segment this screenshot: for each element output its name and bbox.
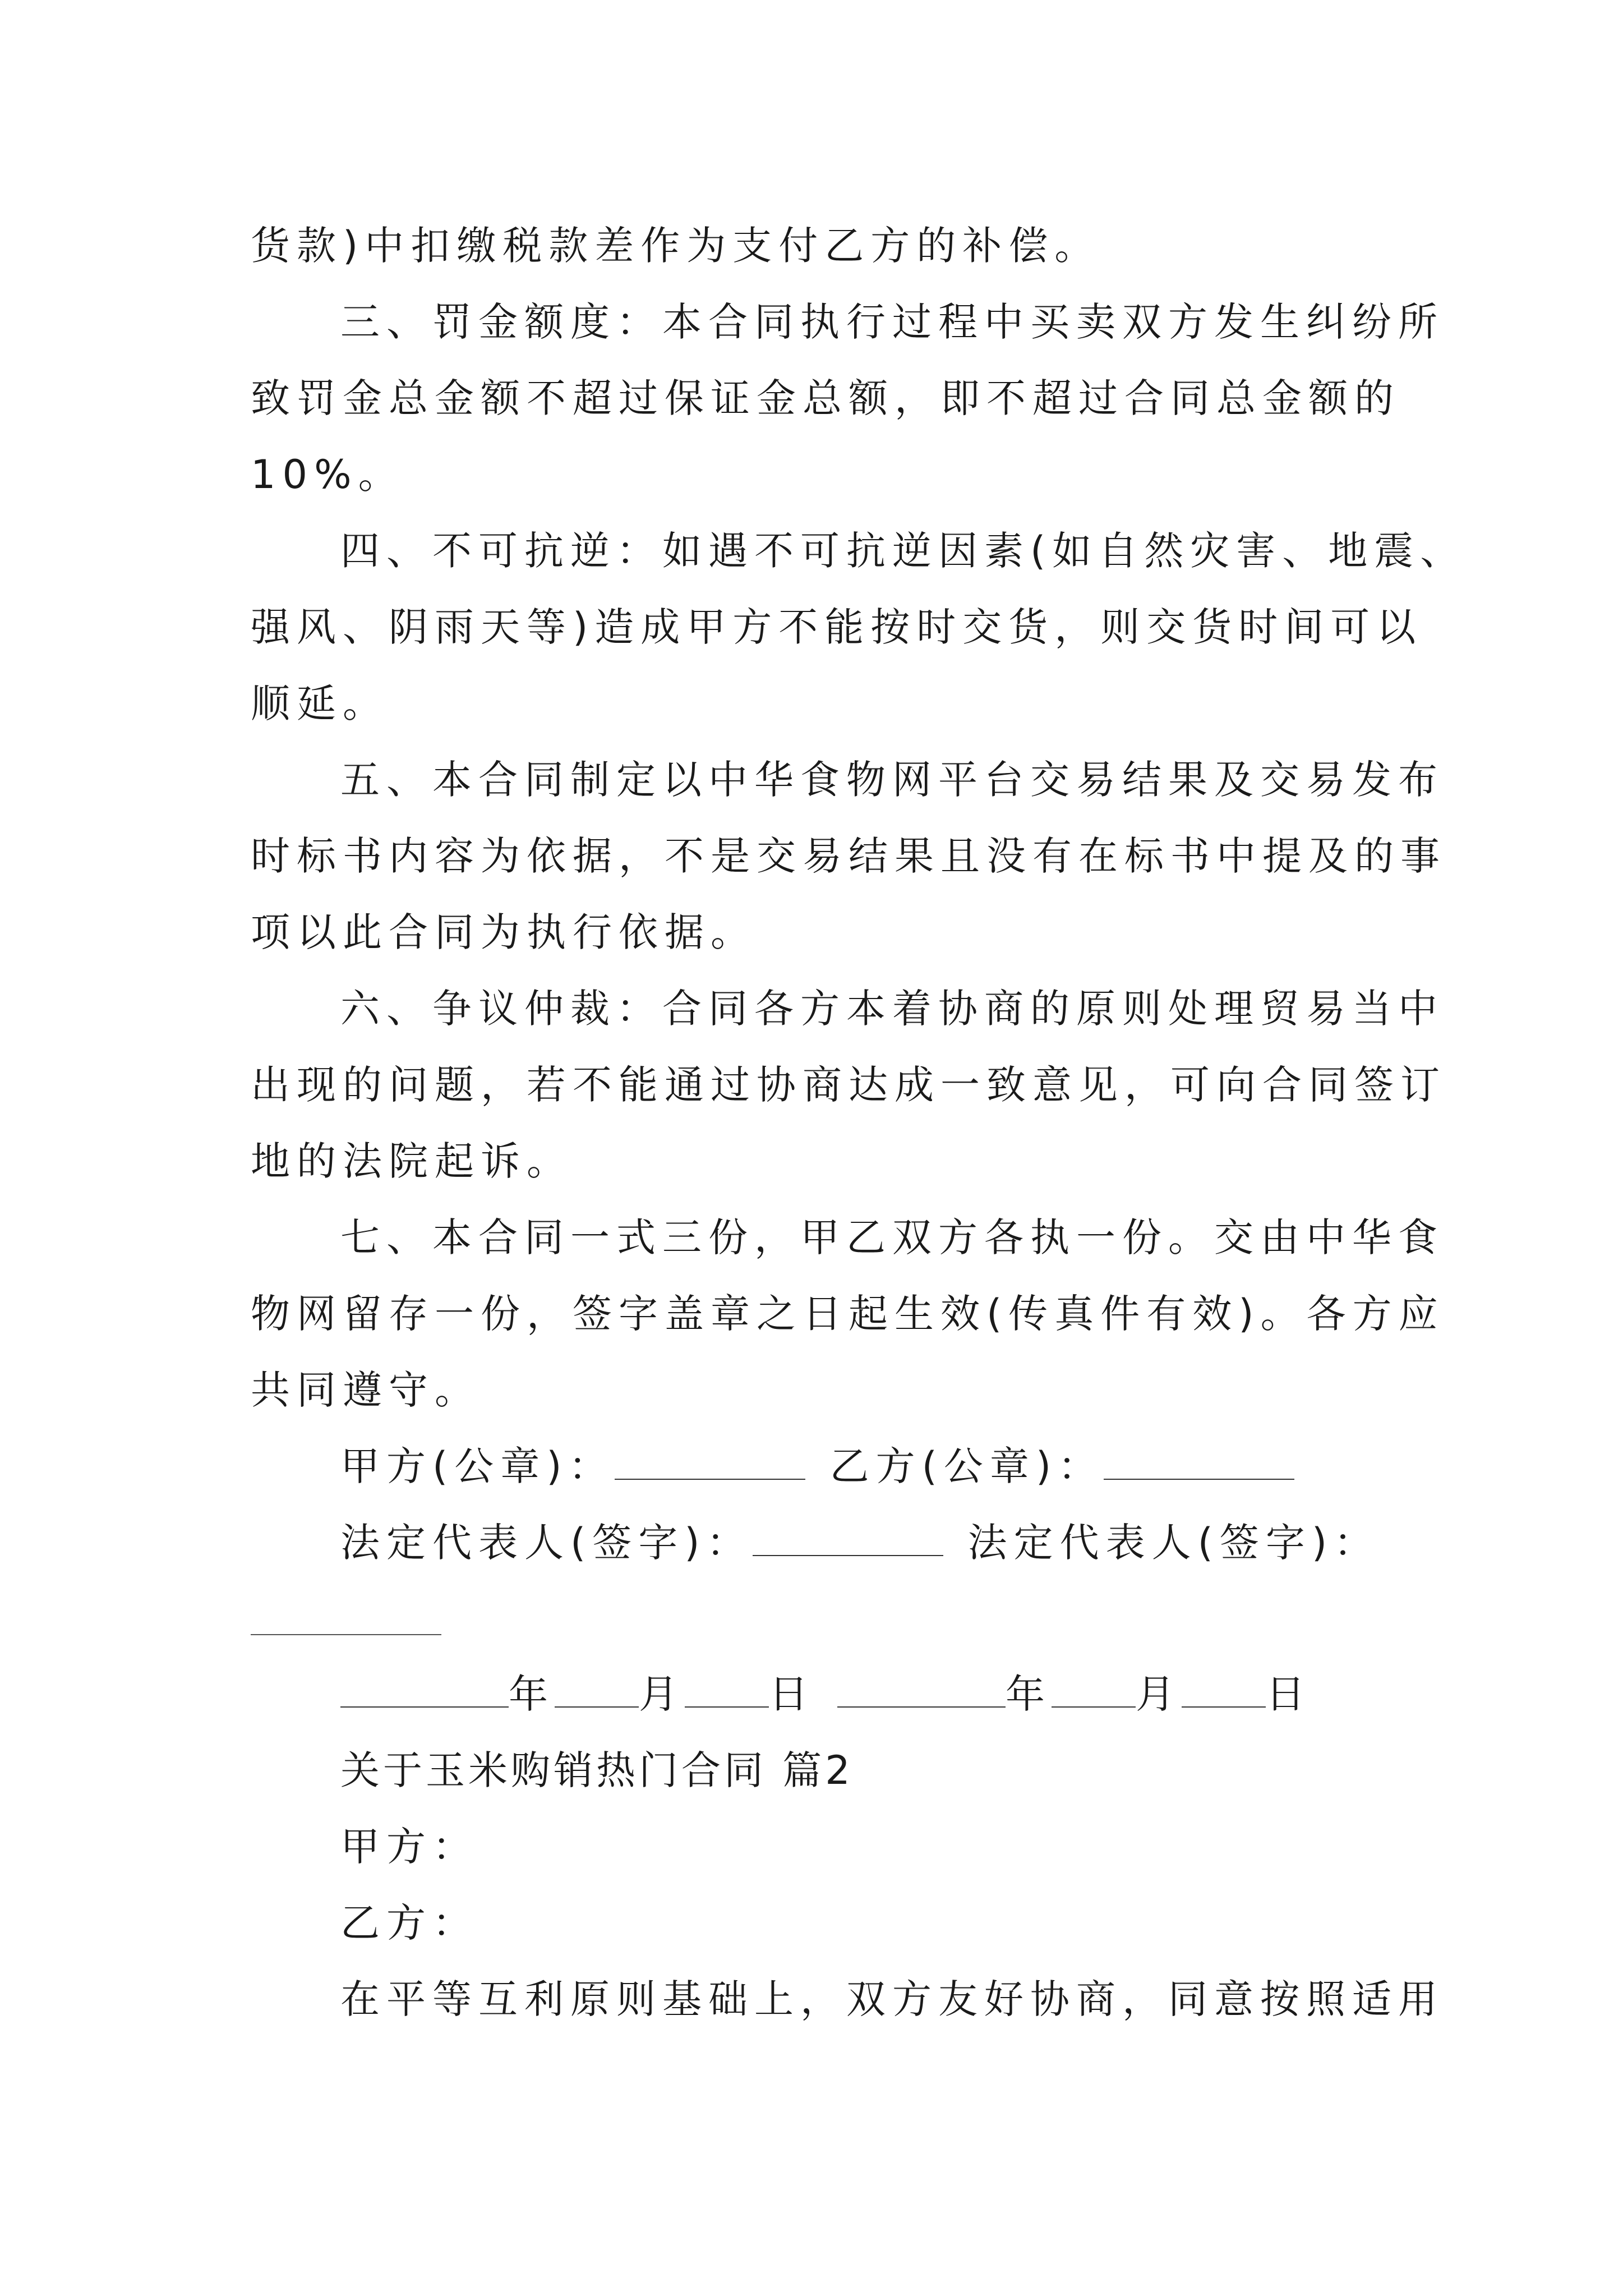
- text-line: 物网留存一份，签字盖章之日起生效(传真件有效)。各方应: [251, 1291, 1445, 1337]
- section-two-intro: 在平等互利原则基础上，双方友好协商，同意按照适用: [340, 1976, 1444, 2022]
- clause-seven-line: 七、本合同一式三份，甲乙双方各执一份。交由中华食: [340, 1214, 1444, 1260]
- party-a-seal-label: 甲方(公章)：: [340, 1443, 615, 1489]
- text-line: 强风、阴雨天等)造成甲方不能按时交货，则交货时间可以: [251, 604, 1423, 650]
- day-b-label: 日: [1266, 1671, 1312, 1717]
- section-two-title: 关于玉米购销热门合同 篇2: [340, 1747, 854, 1793]
- year-b-blank: [837, 1672, 1006, 1708]
- party-a-label: 甲方：: [340, 1824, 478, 1870]
- text-line: 地的法院起诉。: [251, 1138, 573, 1184]
- clause-six-line: 六、争议仲裁：合同各方本着协商的原则处理贸易当中: [340, 986, 1444, 1032]
- representative-row: [340, 1520, 1380, 1565]
- party-b-seal-label: 乙方(公章)：: [829, 1443, 1104, 1489]
- clause-four-line: 四、不可抗逆：如遇不可抗逆因素(如自然灾害、地震、: [340, 528, 1467, 574]
- day-a-blank: [685, 1672, 769, 1708]
- year-b-label: 年: [1006, 1671, 1052, 1717]
- day-a-label: 日: [769, 1671, 815, 1717]
- year-a-label: 年: [509, 1671, 555, 1717]
- text-line: 顺延。: [251, 680, 389, 726]
- clause-five-line: 五、本合同制定以中华食物网平台交易结果及交易发布: [340, 757, 1444, 803]
- text-line: 货款)中扣缴税款差作为支付乙方的补偿。: [251, 223, 1101, 269]
- month-b-blank: [1052, 1672, 1136, 1708]
- month-a-label: 月: [639, 1671, 685, 1717]
- party-a-seal-blank: [615, 1444, 805, 1480]
- rep-a-label: 法定代表人(签字)：: [340, 1520, 753, 1566]
- party-b-label: 乙方：: [340, 1900, 478, 1946]
- party-b-seal-blank: [1104, 1444, 1294, 1480]
- year-a-blank: [340, 1672, 509, 1708]
- text-line: 时标书内容为依据，不是交易结果且没有在标书中提及的事: [251, 833, 1446, 879]
- seal-row: [340, 1444, 1294, 1489]
- rep-b-blank: [251, 1634, 441, 1635]
- rep-b-label: 法定代表人(签字)：: [967, 1520, 1380, 1566]
- day-b-blank: [1182, 1672, 1266, 1708]
- clause-three-line: 三、罚金额度：本合同执行过程中买卖双方发生纠纷所: [340, 299, 1444, 345]
- text-line: 致罚金总金额不超过保证金总额，即不超过合同总金额的: [251, 375, 1400, 421]
- rep-a-blank: [753, 1520, 943, 1556]
- month-a-blank: [555, 1672, 639, 1708]
- month-b-label: 月: [1136, 1671, 1182, 1717]
- text-line: 10%。: [251, 452, 404, 498]
- text-line: 项以此合同为执行依据。: [251, 909, 757, 955]
- text-line: 共同遵守。: [251, 1367, 481, 1413]
- date-row: [340, 1672, 1312, 1717]
- text-line: 出现的问题，若不能通过协商达成一致意见，可向合同签订: [251, 1062, 1446, 1108]
